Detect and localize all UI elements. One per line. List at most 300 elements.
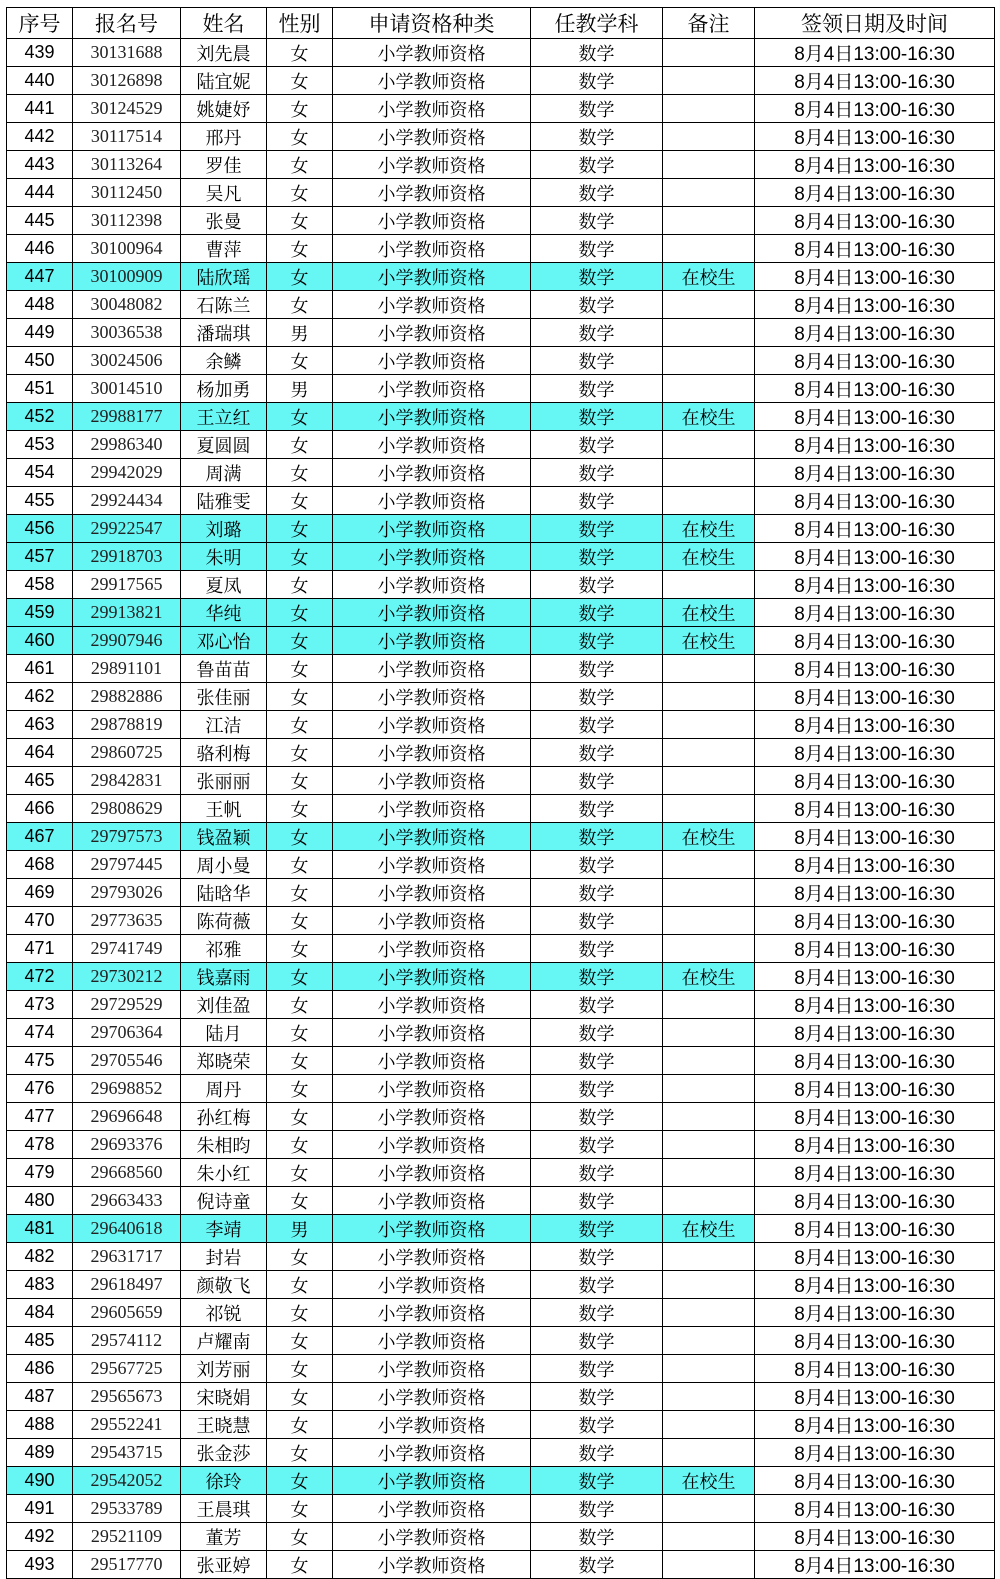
cell-regno: 29618497 — [73, 1271, 181, 1299]
cell-gender: 女 — [267, 1467, 333, 1495]
cell-time: 8月4日13:00-16:30 — [755, 823, 995, 851]
cell-name: 徐玲 — [181, 1467, 267, 1495]
cell-gender: 女 — [267, 1019, 333, 1047]
cell-name: 张丽丽 — [181, 767, 267, 795]
cell-time: 8月4日13:00-16:30 — [755, 1523, 995, 1551]
cell-regno: 29693376 — [73, 1131, 181, 1159]
cell-name: 刘芳丽 — [181, 1355, 267, 1383]
cell-name: 周小曼 — [181, 851, 267, 879]
cell-time: 8月4日13:00-16:30 — [755, 1467, 995, 1495]
cell-time: 8月4日13:00-16:30 — [755, 935, 995, 963]
table-row — [7, 1047, 995, 1075]
cell-gender: 女 — [267, 1075, 333, 1103]
cell-time: 8月4日13:00-16:30 — [755, 39, 995, 67]
cell-seq: 486 — [7, 1355, 73, 1383]
cell-gender: 女 — [267, 655, 333, 683]
cell-subject: 数学 — [531, 487, 663, 515]
cell-seq: 483 — [7, 1271, 73, 1299]
cell-note — [663, 1411, 755, 1439]
cell-name: 姚婕妤 — [181, 95, 267, 123]
cell-regno: 29729529 — [73, 991, 181, 1019]
cell-regno: 30113264 — [73, 151, 181, 179]
table-body — [7, 39, 995, 1579]
table-row — [7, 123, 995, 151]
cell-time: 8月4日13:00-16:30 — [755, 711, 995, 739]
cell-gender: 女 — [267, 39, 333, 67]
cell-note: 在校生 — [663, 1215, 755, 1243]
cell-gender: 女 — [267, 95, 333, 123]
cell-gender: 女 — [267, 1159, 333, 1187]
cell-regno: 29705546 — [73, 1047, 181, 1075]
cell-gender: 女 — [267, 431, 333, 459]
cell-time: 8月4日13:00-16:30 — [755, 123, 995, 151]
header-name: 姓名 — [181, 8, 267, 39]
cell-name: 宋晓娟 — [181, 1383, 267, 1411]
cell-subject: 数学 — [531, 347, 663, 375]
cell-type: 小学教师资格 — [333, 935, 531, 963]
cell-subject: 数学 — [531, 1523, 663, 1551]
cell-gender: 女 — [267, 459, 333, 487]
cell-regno: 30100909 — [73, 263, 181, 291]
cell-regno: 29882886 — [73, 683, 181, 711]
table-row — [7, 879, 995, 907]
table-row — [7, 375, 995, 403]
cell-subject: 数学 — [531, 515, 663, 543]
cell-time: 8月4日13:00-16:30 — [755, 683, 995, 711]
cell-note — [663, 431, 755, 459]
table-row — [7, 1103, 995, 1131]
cell-time: 8月4日13:00-16:30 — [755, 655, 995, 683]
cell-gender: 女 — [267, 683, 333, 711]
table-row — [7, 683, 995, 711]
cell-regno: 29567725 — [73, 1355, 181, 1383]
cell-name: 张曼 — [181, 207, 267, 235]
cell-regno: 29924434 — [73, 487, 181, 515]
cell-time: 8月4日13:00-16:30 — [755, 1187, 995, 1215]
cell-seq: 482 — [7, 1243, 73, 1271]
cell-note — [663, 711, 755, 739]
cell-type: 小学教师资格 — [333, 95, 531, 123]
table-row — [7, 1019, 995, 1047]
cell-time: 8月4日13:00-16:30 — [755, 459, 995, 487]
cell-note — [663, 39, 755, 67]
cell-name: 余鳞 — [181, 347, 267, 375]
table-row — [7, 739, 995, 767]
cell-name: 李靖 — [181, 1215, 267, 1243]
table-row — [7, 1495, 995, 1523]
cell-note: 在校生 — [663, 599, 755, 627]
cell-seq: 461 — [7, 655, 73, 683]
cell-type: 小学教师资格 — [333, 403, 531, 431]
cell-regno: 29878819 — [73, 711, 181, 739]
cell-gender: 女 — [267, 1131, 333, 1159]
cell-seq: 455 — [7, 487, 73, 515]
cell-time: 8月4日13:00-16:30 — [755, 767, 995, 795]
cell-time: 8月4日13:00-16:30 — [755, 1271, 995, 1299]
cell-subject: 数学 — [531, 935, 663, 963]
cell-type: 小学教师资格 — [333, 347, 531, 375]
table-row — [7, 1523, 995, 1551]
cell-type: 小学教师资格 — [333, 67, 531, 95]
cell-gender: 女 — [267, 1551, 333, 1579]
cell-subject: 数学 — [531, 1467, 663, 1495]
cell-type: 小学教师资格 — [333, 1523, 531, 1551]
header-row — [7, 8, 995, 39]
cell-seq: 471 — [7, 935, 73, 963]
cell-subject: 数学 — [531, 459, 663, 487]
cell-note — [663, 347, 755, 375]
cell-subject: 数学 — [531, 1159, 663, 1187]
cell-regno: 29696648 — [73, 1103, 181, 1131]
cell-subject: 数学 — [531, 739, 663, 767]
cell-gender: 女 — [267, 767, 333, 795]
cell-type: 小学教师资格 — [333, 1187, 531, 1215]
cell-type: 小学教师资格 — [333, 39, 531, 67]
cell-time: 8月4日13:00-16:30 — [755, 795, 995, 823]
table-row — [7, 1299, 995, 1327]
cell-seq: 465 — [7, 767, 73, 795]
cell-time: 8月4日13:00-16:30 — [755, 879, 995, 907]
table-row — [7, 179, 995, 207]
header-time: 签领日期及时间 — [755, 8, 995, 39]
table-row — [7, 403, 995, 431]
table-row — [7, 263, 995, 291]
table-row — [7, 95, 995, 123]
cell-subject: 数学 — [531, 375, 663, 403]
cell-time: 8月4日13:00-16:30 — [755, 319, 995, 347]
cell-note — [663, 1495, 755, 1523]
cell-type: 小学教师资格 — [333, 1047, 531, 1075]
cell-name: 鲁苗苗 — [181, 655, 267, 683]
cell-regno: 29552241 — [73, 1411, 181, 1439]
cell-name: 罗佳 — [181, 151, 267, 179]
cell-note — [663, 1523, 755, 1551]
cell-time: 8月4日13:00-16:30 — [755, 291, 995, 319]
cell-type: 小学教师资格 — [333, 1327, 531, 1355]
cell-note — [663, 935, 755, 963]
cell-regno: 30124529 — [73, 95, 181, 123]
cell-gender: 女 — [267, 179, 333, 207]
cell-note — [663, 291, 755, 319]
table-row — [7, 1243, 995, 1271]
cell-regno: 30024506 — [73, 347, 181, 375]
cell-name: 颜敬飞 — [181, 1271, 267, 1299]
table-row — [7, 1075, 995, 1103]
cell-name: 周满 — [181, 459, 267, 487]
cell-gender: 女 — [267, 347, 333, 375]
header-type: 申请资格种类 — [333, 8, 531, 39]
cell-time: 8月4日13:00-16:30 — [755, 1495, 995, 1523]
cell-note: 在校生 — [663, 515, 755, 543]
cell-subject: 数学 — [531, 1355, 663, 1383]
cell-time: 8月4日13:00-16:30 — [755, 599, 995, 627]
cell-note: 在校生 — [663, 823, 755, 851]
cell-name: 张佳丽 — [181, 683, 267, 711]
cell-time: 8月4日13:00-16:30 — [755, 1439, 995, 1467]
cell-name: 王立红 — [181, 403, 267, 431]
cell-regno: 29860725 — [73, 739, 181, 767]
cell-regno: 30036538 — [73, 319, 181, 347]
cell-time: 8月4日13:00-16:30 — [755, 851, 995, 879]
cell-seq: 480 — [7, 1187, 73, 1215]
cell-seq: 487 — [7, 1383, 73, 1411]
cell-time: 8月4日13:00-16:30 — [755, 151, 995, 179]
cell-note — [663, 95, 755, 123]
cell-gender: 女 — [267, 1523, 333, 1551]
cell-note — [663, 1019, 755, 1047]
cell-subject: 数学 — [531, 207, 663, 235]
cell-type: 小学教师资格 — [333, 683, 531, 711]
table-row — [7, 627, 995, 655]
cell-regno: 29986340 — [73, 431, 181, 459]
cell-name: 邓心怡 — [181, 627, 267, 655]
cell-name: 孙红梅 — [181, 1103, 267, 1131]
cell-seq: 479 — [7, 1159, 73, 1187]
cell-time: 8月4日13:00-16:30 — [755, 179, 995, 207]
cell-seq: 484 — [7, 1299, 73, 1327]
cell-time: 8月4日13:00-16:30 — [755, 571, 995, 599]
cell-regno: 29565673 — [73, 1383, 181, 1411]
cell-name: 吴凡 — [181, 179, 267, 207]
table-row — [7, 1271, 995, 1299]
cell-name: 邢丹 — [181, 123, 267, 151]
cell-name: 王晓慧 — [181, 1411, 267, 1439]
cell-regno: 29543715 — [73, 1439, 181, 1467]
cell-note: 在校生 — [663, 1467, 755, 1495]
cell-seq: 469 — [7, 879, 73, 907]
cell-type: 小学教师资格 — [333, 235, 531, 263]
cell-note: 在校生 — [663, 263, 755, 291]
cell-type: 小学教师资格 — [333, 207, 531, 235]
cell-subject: 数学 — [531, 879, 663, 907]
cell-time: 8月4日13:00-16:30 — [755, 1075, 995, 1103]
cell-regno: 29842831 — [73, 767, 181, 795]
cell-type: 小学教师资格 — [333, 1075, 531, 1103]
cell-time: 8月4日13:00-16:30 — [755, 543, 995, 571]
cell-regno: 30117514 — [73, 123, 181, 151]
cell-note — [663, 1383, 755, 1411]
cell-time: 8月4日13:00-16:30 — [755, 235, 995, 263]
table-row — [7, 823, 995, 851]
cell-seq: 456 — [7, 515, 73, 543]
cell-name: 张亚婷 — [181, 1551, 267, 1579]
cell-type: 小学教师资格 — [333, 571, 531, 599]
table-row — [7, 235, 995, 263]
cell-name: 封岩 — [181, 1243, 267, 1271]
cell-gender: 女 — [267, 963, 333, 991]
cell-name: 骆利梅 — [181, 739, 267, 767]
cell-time: 8月4日13:00-16:30 — [755, 403, 995, 431]
cell-subject: 数学 — [531, 1327, 663, 1355]
cell-seq: 476 — [7, 1075, 73, 1103]
cell-time: 8月4日13:00-16:30 — [755, 1299, 995, 1327]
cell-name: 刘先晨 — [181, 39, 267, 67]
cell-type: 小学教师资格 — [333, 1215, 531, 1243]
cell-note: 在校生 — [663, 963, 755, 991]
cell-seq: 454 — [7, 459, 73, 487]
table-row — [7, 991, 995, 1019]
cell-time: 8月4日13:00-16:30 — [755, 1411, 995, 1439]
cell-type: 小学教师资格 — [333, 1495, 531, 1523]
cell-regno: 29988177 — [73, 403, 181, 431]
table-row — [7, 319, 995, 347]
cell-name: 陆晗华 — [181, 879, 267, 907]
cell-regno: 29706364 — [73, 1019, 181, 1047]
cell-seq: 459 — [7, 599, 73, 627]
cell-gender: 男 — [267, 1215, 333, 1243]
cell-name: 江洁 — [181, 711, 267, 739]
cell-note — [663, 487, 755, 515]
cell-note — [663, 683, 755, 711]
cell-note — [663, 879, 755, 907]
cell-regno: 30014510 — [73, 375, 181, 403]
teacher-certificate-table — [6, 7, 995, 1579]
cell-name: 朱小红 — [181, 1159, 267, 1187]
cell-gender: 女 — [267, 571, 333, 599]
cell-regno: 29793026 — [73, 879, 181, 907]
cell-type: 小学教师资格 — [333, 599, 531, 627]
cell-gender: 女 — [267, 1355, 333, 1383]
cell-gender: 女 — [267, 1271, 333, 1299]
cell-type: 小学教师资格 — [333, 1271, 531, 1299]
cell-time: 8月4日13:00-16:30 — [755, 347, 995, 375]
header-subject: 任教学科 — [531, 8, 663, 39]
cell-note — [663, 459, 755, 487]
cell-seq: 468 — [7, 851, 73, 879]
cell-time: 8月4日13:00-16:30 — [755, 375, 995, 403]
table-row — [7, 907, 995, 935]
cell-regno: 29730212 — [73, 963, 181, 991]
cell-note — [663, 655, 755, 683]
cell-name: 朱相昀 — [181, 1131, 267, 1159]
cell-seq: 444 — [7, 179, 73, 207]
cell-seq: 472 — [7, 963, 73, 991]
cell-name: 刘佳盈 — [181, 991, 267, 1019]
cell-subject: 数学 — [531, 1383, 663, 1411]
table-row — [7, 1187, 995, 1215]
cell-regno: 29542052 — [73, 1467, 181, 1495]
cell-type: 小学教师资格 — [333, 655, 531, 683]
cell-subject: 数学 — [531, 1299, 663, 1327]
cell-subject: 数学 — [531, 291, 663, 319]
cell-regno: 29574112 — [73, 1327, 181, 1355]
cell-time: 8月4日13:00-16:30 — [755, 1103, 995, 1131]
cell-subject: 数学 — [531, 1131, 663, 1159]
cell-regno: 30112450 — [73, 179, 181, 207]
cell-seq: 445 — [7, 207, 73, 235]
cell-time: 8月4日13:00-16:30 — [755, 1243, 995, 1271]
cell-seq: 443 — [7, 151, 73, 179]
cell-gender: 女 — [267, 599, 333, 627]
cell-type: 小学教师资格 — [333, 291, 531, 319]
cell-name: 王帆 — [181, 795, 267, 823]
cell-time: 8月4日13:00-16:30 — [755, 963, 995, 991]
cell-regno: 29605659 — [73, 1299, 181, 1327]
cell-gender: 女 — [267, 123, 333, 151]
cell-subject: 数学 — [531, 123, 663, 151]
cell-seq: 441 — [7, 95, 73, 123]
cell-type: 小学教师资格 — [333, 767, 531, 795]
cell-type: 小学教师资格 — [333, 1551, 531, 1579]
cell-subject: 数学 — [531, 1075, 663, 1103]
cell-type: 小学教师资格 — [333, 963, 531, 991]
cell-gender: 女 — [267, 795, 333, 823]
cell-type: 小学教师资格 — [333, 375, 531, 403]
cell-subject: 数学 — [531, 599, 663, 627]
table-row — [7, 1215, 995, 1243]
cell-regno: 29913821 — [73, 599, 181, 627]
table-row — [7, 543, 995, 571]
cell-time: 8月4日13:00-16:30 — [755, 1383, 995, 1411]
cell-regno: 29773635 — [73, 907, 181, 935]
table-row — [7, 767, 995, 795]
cell-type: 小学教师资格 — [333, 739, 531, 767]
header-seq: 序号 — [7, 8, 73, 39]
cell-type: 小学教师资格 — [333, 1467, 531, 1495]
cell-note — [663, 907, 755, 935]
table-row — [7, 1439, 995, 1467]
cell-subject: 数学 — [531, 1187, 663, 1215]
cell-gender: 女 — [267, 1439, 333, 1467]
cell-time: 8月4日13:00-16:30 — [755, 431, 995, 459]
table-row — [7, 795, 995, 823]
cell-type: 小学教师资格 — [333, 543, 531, 571]
cell-subject: 数学 — [531, 151, 663, 179]
table-row — [7, 571, 995, 599]
cell-time: 8月4日13:00-16:30 — [755, 739, 995, 767]
cell-time: 8月4日13:00-16:30 — [755, 627, 995, 655]
cell-name: 钱盈颖 — [181, 823, 267, 851]
cell-note — [663, 1243, 755, 1271]
cell-seq: 489 — [7, 1439, 73, 1467]
cell-note — [663, 991, 755, 1019]
cell-seq: 464 — [7, 739, 73, 767]
cell-regno: 29907946 — [73, 627, 181, 655]
cell-subject: 数学 — [531, 1551, 663, 1579]
cell-note — [663, 571, 755, 599]
cell-type: 小学教师资格 — [333, 1159, 531, 1187]
cell-name: 王晨琪 — [181, 1495, 267, 1523]
table-row — [7, 515, 995, 543]
cell-gender: 女 — [267, 543, 333, 571]
cell-gender: 女 — [267, 291, 333, 319]
cell-note — [663, 1271, 755, 1299]
cell-gender: 女 — [267, 403, 333, 431]
cell-subject: 数学 — [531, 823, 663, 851]
cell-name: 祁锐 — [181, 1299, 267, 1327]
cell-name: 倪诗童 — [181, 1187, 267, 1215]
cell-seq: 460 — [7, 627, 73, 655]
cell-seq: 453 — [7, 431, 73, 459]
cell-seq: 485 — [7, 1327, 73, 1355]
cell-subject: 数学 — [531, 403, 663, 431]
cell-name: 夏圆圆 — [181, 431, 267, 459]
cell-note — [663, 235, 755, 263]
cell-time: 8月4日13:00-16:30 — [755, 1355, 995, 1383]
table-row — [7, 1131, 995, 1159]
cell-name: 郑晓荣 — [181, 1047, 267, 1075]
table-row — [7, 151, 995, 179]
table-row — [7, 39, 995, 67]
cell-regno: 29917565 — [73, 571, 181, 599]
cell-type: 小学教师资格 — [333, 991, 531, 1019]
table-row — [7, 935, 995, 963]
cell-name: 石陈兰 — [181, 291, 267, 319]
table-row — [7, 711, 995, 739]
cell-type: 小学教师资格 — [333, 1439, 531, 1467]
cell-subject: 数学 — [531, 767, 663, 795]
cell-type: 小学教师资格 — [333, 907, 531, 935]
